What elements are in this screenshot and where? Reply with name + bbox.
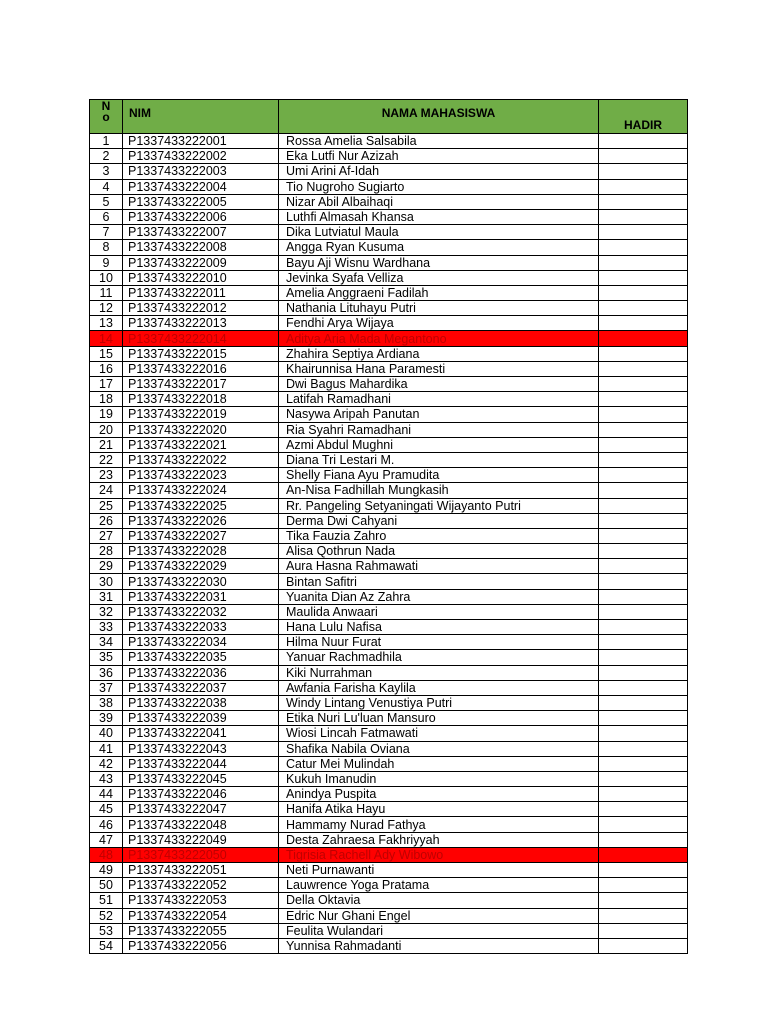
attendance-table [89,99,688,954]
student-name-cell: Edric Nur Ghani Engel [279,908,599,923]
table-row [90,468,688,483]
attendance-cell [599,377,688,392]
attendance-cell [599,923,688,938]
table-row [90,134,688,149]
nim-cell: P1337433222032 [123,604,279,619]
attendance-cell [599,392,688,407]
attendance-cell [599,346,688,361]
table-row [90,878,688,893]
table-row [90,422,688,437]
header-row [90,100,688,134]
attendance-cell [599,331,688,346]
table-header [90,100,688,134]
student-name-cell: Angga Ryan Kusuma [279,240,599,255]
table-row [90,452,688,467]
row-number-cell: 30 [90,574,123,589]
nim-cell: P1337433222012 [123,301,279,316]
row-number-cell: 18 [90,392,123,407]
row-number-cell: 2 [90,149,123,164]
row-number-cell: 35 [90,650,123,665]
student-name-cell: Yunnisa Rahmadanti [279,938,599,953]
column-header-nim: NIM [123,100,279,134]
nim-cell: P1337433222049 [123,832,279,847]
table-row [90,301,688,316]
table-row [90,377,688,392]
nim-cell: P1337433222015 [123,346,279,361]
student-name-cell: Amelia Anggraeni Fadilah [279,285,599,300]
row-number-cell: 10 [90,270,123,285]
student-name-cell: Luthfi Almasah Khansa [279,209,599,224]
attendance-cell [599,847,688,862]
table-row [90,392,688,407]
attendance-cell [599,422,688,437]
nim-cell: P1337433222034 [123,635,279,650]
table-row [90,726,688,741]
attendance-cell [599,240,688,255]
student-name-cell: Ria Syahri Ramadhani [279,422,599,437]
attendance-cell [599,437,688,452]
table-row [90,650,688,665]
nim-cell: P1337433222004 [123,179,279,194]
student-name-cell: Yanuar Rachmadhila [279,650,599,665]
row-number-cell: 48 [90,847,123,862]
student-name-cell: Hana Lulu Nafisa [279,620,599,635]
student-name-cell: Shelly Fiana Ayu Pramudita [279,468,599,483]
nim-cell: P1337433222047 [123,802,279,817]
table-row [90,528,688,543]
attendance-cell [599,407,688,422]
row-number-cell: 42 [90,756,123,771]
student-name-cell: Awfania Farisha Kaylila [279,680,599,695]
table-row [90,270,688,285]
student-name-cell: Maulida Anwaari [279,604,599,619]
student-name-cell: Desta Zahraesa Fakhriyyah [279,832,599,847]
attendance-cell [599,620,688,635]
nim-cell: P1337433222056 [123,938,279,953]
attendance-cell [599,498,688,513]
row-number-cell: 7 [90,225,123,240]
student-name-cell: Nizar Abil Albaihaqi [279,194,599,209]
student-name-cell: Dika Lutviatul Maula [279,225,599,240]
student-name-cell: Catur Mei Mulindah [279,756,599,771]
student-name-cell: Windy Lintang Venustiya Putri [279,695,599,710]
student-name-cell: Nasywa Aripah Panutan [279,407,599,422]
nim-cell: P1337433222030 [123,574,279,589]
nim-cell: P1337433222014 [123,331,279,346]
row-number-cell: 46 [90,817,123,832]
attendance-cell [599,741,688,756]
row-number-cell: 28 [90,544,123,559]
table-body [90,134,688,954]
row-number-cell: 11 [90,285,123,300]
table-row [90,346,688,361]
student-name-cell: Rr. Pangeling Setyaningati Wijayanto Putri [279,498,599,513]
nim-cell: P1337433222033 [123,620,279,635]
table-row-highlighted [90,847,688,862]
nim-cell: P1337433222016 [123,361,279,376]
row-number-cell: 24 [90,483,123,498]
student-name-cell: Tika Fauzia Zahro [279,528,599,543]
attendance-cell [599,544,688,559]
student-name-cell: Dwi Bagus Mahardika [279,377,599,392]
table-row [90,316,688,331]
row-number-cell: 54 [90,938,123,953]
nim-cell: P1337433222052 [123,878,279,893]
nim-cell: P1337433222001 [123,134,279,149]
row-number-cell: 31 [90,589,123,604]
table-row [90,893,688,908]
attendance-cell [599,711,688,726]
student-name-cell: Rossa Amelia Salsabila [279,134,599,149]
student-name-cell: Tio Nugroho Sugiarto [279,179,599,194]
nim-cell: P1337433222005 [123,194,279,209]
table-row [90,255,688,270]
attendance-cell [599,164,688,179]
nim-cell: P1337433222023 [123,468,279,483]
row-number-cell: 49 [90,863,123,878]
column-header-hadir: HADIR [599,100,688,134]
row-number-cell: 39 [90,711,123,726]
table-row [90,665,688,680]
attendance-cell [599,513,688,528]
nim-cell: P1337433222054 [123,908,279,923]
table-row [90,483,688,498]
student-name-cell: Khairunnisa Hana Paramesti [279,361,599,376]
nim-cell: P1337433222046 [123,787,279,802]
nim-cell: P1337433222027 [123,528,279,543]
nim-cell: P1337433222018 [123,392,279,407]
nim-cell: P1337433222028 [123,544,279,559]
attendance-cell [599,209,688,224]
nim-cell: P1337433222013 [123,316,279,331]
attendance-cell [599,149,688,164]
row-number-cell: 47 [90,832,123,847]
student-name-cell: Umi Arini Af-Idah [279,164,599,179]
nim-cell: P1337433222002 [123,149,279,164]
nim-cell: P1337433222031 [123,589,279,604]
nim-cell: P1337433222011 [123,285,279,300]
row-number-cell: 16 [90,361,123,376]
student-name-cell: An-Nisa Fadhillah Mungkasih [279,483,599,498]
row-number-cell: 15 [90,346,123,361]
row-number-cell: 50 [90,878,123,893]
attendance-cell [599,559,688,574]
attendance-cell [599,285,688,300]
row-number-cell: 27 [90,528,123,543]
student-name-cell: Bayu Aji Wisnu Wardhana [279,255,599,270]
nim-cell: P1337433222053 [123,893,279,908]
table-row [90,559,688,574]
student-name-cell: Wiosi Lincah Fatmawati [279,726,599,741]
attendance-cell [599,787,688,802]
nim-cell: P1337433222026 [123,513,279,528]
nim-cell: P1337433222006 [123,209,279,224]
attendance-cell [599,316,688,331]
table-row [90,711,688,726]
table-row [90,209,688,224]
student-name-cell: Hanifa Atika Hayu [279,802,599,817]
nim-cell: P1337433222025 [123,498,279,513]
attendance-cell [599,893,688,908]
table-row [90,544,688,559]
table-row [90,361,688,376]
attendance-cell [599,908,688,923]
table-row [90,164,688,179]
table-row [90,787,688,802]
nim-cell: P1337433222038 [123,695,279,710]
attendance-cell [599,301,688,316]
nim-cell: P1337433222029 [123,559,279,574]
nim-cell: P1337433222022 [123,452,279,467]
table-row [90,635,688,650]
attendance-cell [599,680,688,695]
attendance-cell [599,134,688,149]
attendance-cell [599,817,688,832]
row-number-cell: 26 [90,513,123,528]
row-number-cell: 25 [90,498,123,513]
row-number-cell: 6 [90,209,123,224]
student-name-cell: Feulita Wulandari [279,923,599,938]
attendance-cell [599,194,688,209]
student-name-cell: Anindya Puspita [279,787,599,802]
student-name-cell: Lauwrence Yoga Pratama [279,878,599,893]
table-row [90,817,688,832]
table-row [90,938,688,953]
row-number-cell: 1 [90,134,123,149]
table-row [90,771,688,786]
table-row [90,802,688,817]
table-row [90,285,688,300]
table-row [90,680,688,695]
table-row [90,756,688,771]
row-number-cell: 53 [90,923,123,938]
student-name-cell: Della Oktavia [279,893,599,908]
table-row [90,620,688,635]
attendance-cell [599,468,688,483]
table-row [90,498,688,513]
row-number-cell: 43 [90,771,123,786]
row-number-cell: 51 [90,893,123,908]
student-name-cell: Hilma Nuur Furat [279,635,599,650]
table-row [90,832,688,847]
row-number-cell: 44 [90,787,123,802]
nim-cell: P1337433222050 [123,847,279,862]
attendance-cell [599,726,688,741]
student-name-cell: Bintan Safitri [279,574,599,589]
student-name-cell: Fendhi Arya Wijaya [279,316,599,331]
nim-cell: P1337433222024 [123,483,279,498]
row-number-cell: 36 [90,665,123,680]
row-number-cell: 38 [90,695,123,710]
attendance-cell [599,179,688,194]
student-name-cell: Nathania Lituhayu Putri [279,301,599,316]
row-number-cell: 45 [90,802,123,817]
table-row [90,407,688,422]
nim-cell: P1337433222019 [123,407,279,422]
attendance-cell [599,361,688,376]
student-name-cell: Eka Lutfi Nur Azizah [279,149,599,164]
nim-cell: P1337433222003 [123,164,279,179]
row-number-cell: 17 [90,377,123,392]
row-number-cell: 23 [90,468,123,483]
table-row-highlighted [90,331,688,346]
table-row [90,225,688,240]
column-header-no [90,100,123,134]
row-number-cell: 34 [90,635,123,650]
row-number-cell: 41 [90,741,123,756]
student-name-cell: Shafika Nabila Oviana [279,741,599,756]
row-number-cell: 4 [90,179,123,194]
row-number-cell: 29 [90,559,123,574]
row-number-cell: 20 [90,422,123,437]
nim-cell: P1337433222007 [123,225,279,240]
attendance-cell [599,802,688,817]
nim-cell: P1337433222020 [123,422,279,437]
nim-cell: P1337433222021 [123,437,279,452]
student-name-cell: Aura Hasna Rahmawati [279,559,599,574]
attendance-cell [599,270,688,285]
attendance-cell [599,574,688,589]
table-row [90,149,688,164]
table-row [90,604,688,619]
row-number-cell: 52 [90,908,123,923]
row-number-cell: 5 [90,194,123,209]
nim-cell: P1337433222045 [123,771,279,786]
table-row [90,513,688,528]
nim-cell: P1337433222048 [123,817,279,832]
row-number-cell: 22 [90,452,123,467]
table-row [90,863,688,878]
attendance-cell [599,695,688,710]
table-row [90,589,688,604]
row-number-cell: 32 [90,604,123,619]
student-name-cell: Alisa Qothrun Nada [279,544,599,559]
table-row [90,908,688,923]
student-name-cell: Hammamy Nurad Fathya [279,817,599,832]
attendance-cell [599,452,688,467]
student-name-cell: Yuanita Dian Az Zahra [279,589,599,604]
nim-cell: P1337433222008 [123,240,279,255]
student-name-cell: Latifah Ramadhani [279,392,599,407]
table-row [90,194,688,209]
attendance-cell [599,938,688,953]
nim-cell: P1337433222017 [123,377,279,392]
student-name-cell: Aditya Aria Mada Megantono [279,331,599,346]
row-number-cell: 37 [90,680,123,695]
student-name-cell: Derma Dwi Cahyani [279,513,599,528]
attendance-cell [599,863,688,878]
table-row [90,437,688,452]
nim-cell: P1337433222041 [123,726,279,741]
nim-cell: P1337433222051 [123,863,279,878]
nim-cell: P1337433222009 [123,255,279,270]
row-number-cell: 12 [90,301,123,316]
row-number-cell: 13 [90,316,123,331]
attendance-cell [599,771,688,786]
row-number-cell: 14 [90,331,123,346]
student-name-cell: Zhahira Septiya Ardiana [279,346,599,361]
attendance-cell [599,832,688,847]
attendance-cell [599,878,688,893]
nim-cell: P1337433222037 [123,680,279,695]
row-number-cell: 9 [90,255,123,270]
nim-cell: P1337433222043 [123,741,279,756]
nim-cell: P1337433222036 [123,665,279,680]
nim-cell: P1337433222035 [123,650,279,665]
student-name-cell: Diana Tri Lestari M. [279,452,599,467]
column-header-no-line2: o [102,110,110,124]
attendance-cell [599,665,688,680]
row-number-cell: 8 [90,240,123,255]
table-row [90,240,688,255]
student-name-cell: Etika Nuri Lu'luan Mansuro [279,711,599,726]
student-name-cell: Neti Purnawanti [279,863,599,878]
student-name-cell: Jevinka Syafa Velliza [279,270,599,285]
attendance-cell [599,589,688,604]
student-name-cell: Kukuh Imanudin [279,771,599,786]
row-number-cell: 33 [90,620,123,635]
student-name-cell: Tigrisia Rachell Ady Wibowo [279,847,599,862]
attendance-cell [599,756,688,771]
attendance-cell [599,483,688,498]
column-header-no-line1: N [101,99,111,113]
attendance-cell [599,225,688,240]
attendance-cell [599,604,688,619]
nim-cell: P1337433222039 [123,711,279,726]
attendance-cell [599,650,688,665]
row-number-cell: 19 [90,407,123,422]
table-row [90,741,688,756]
nim-cell: P1337433222055 [123,923,279,938]
table-row [90,695,688,710]
table-row [90,574,688,589]
table-row [90,923,688,938]
row-number-cell: 3 [90,164,123,179]
attendance-cell [599,255,688,270]
student-name-cell: Kiki Nurrahman [279,665,599,680]
attendance-cell [599,528,688,543]
nim-cell: P1337433222044 [123,756,279,771]
nim-cell: P1337433222010 [123,270,279,285]
row-number-cell: 40 [90,726,123,741]
table-row [90,179,688,194]
column-header-nama: NAMA MAHASISWA [279,100,599,134]
student-name-cell: Azmi Abdul Mughni [279,437,599,452]
row-number-cell: 21 [90,437,123,452]
attendance-cell [599,635,688,650]
